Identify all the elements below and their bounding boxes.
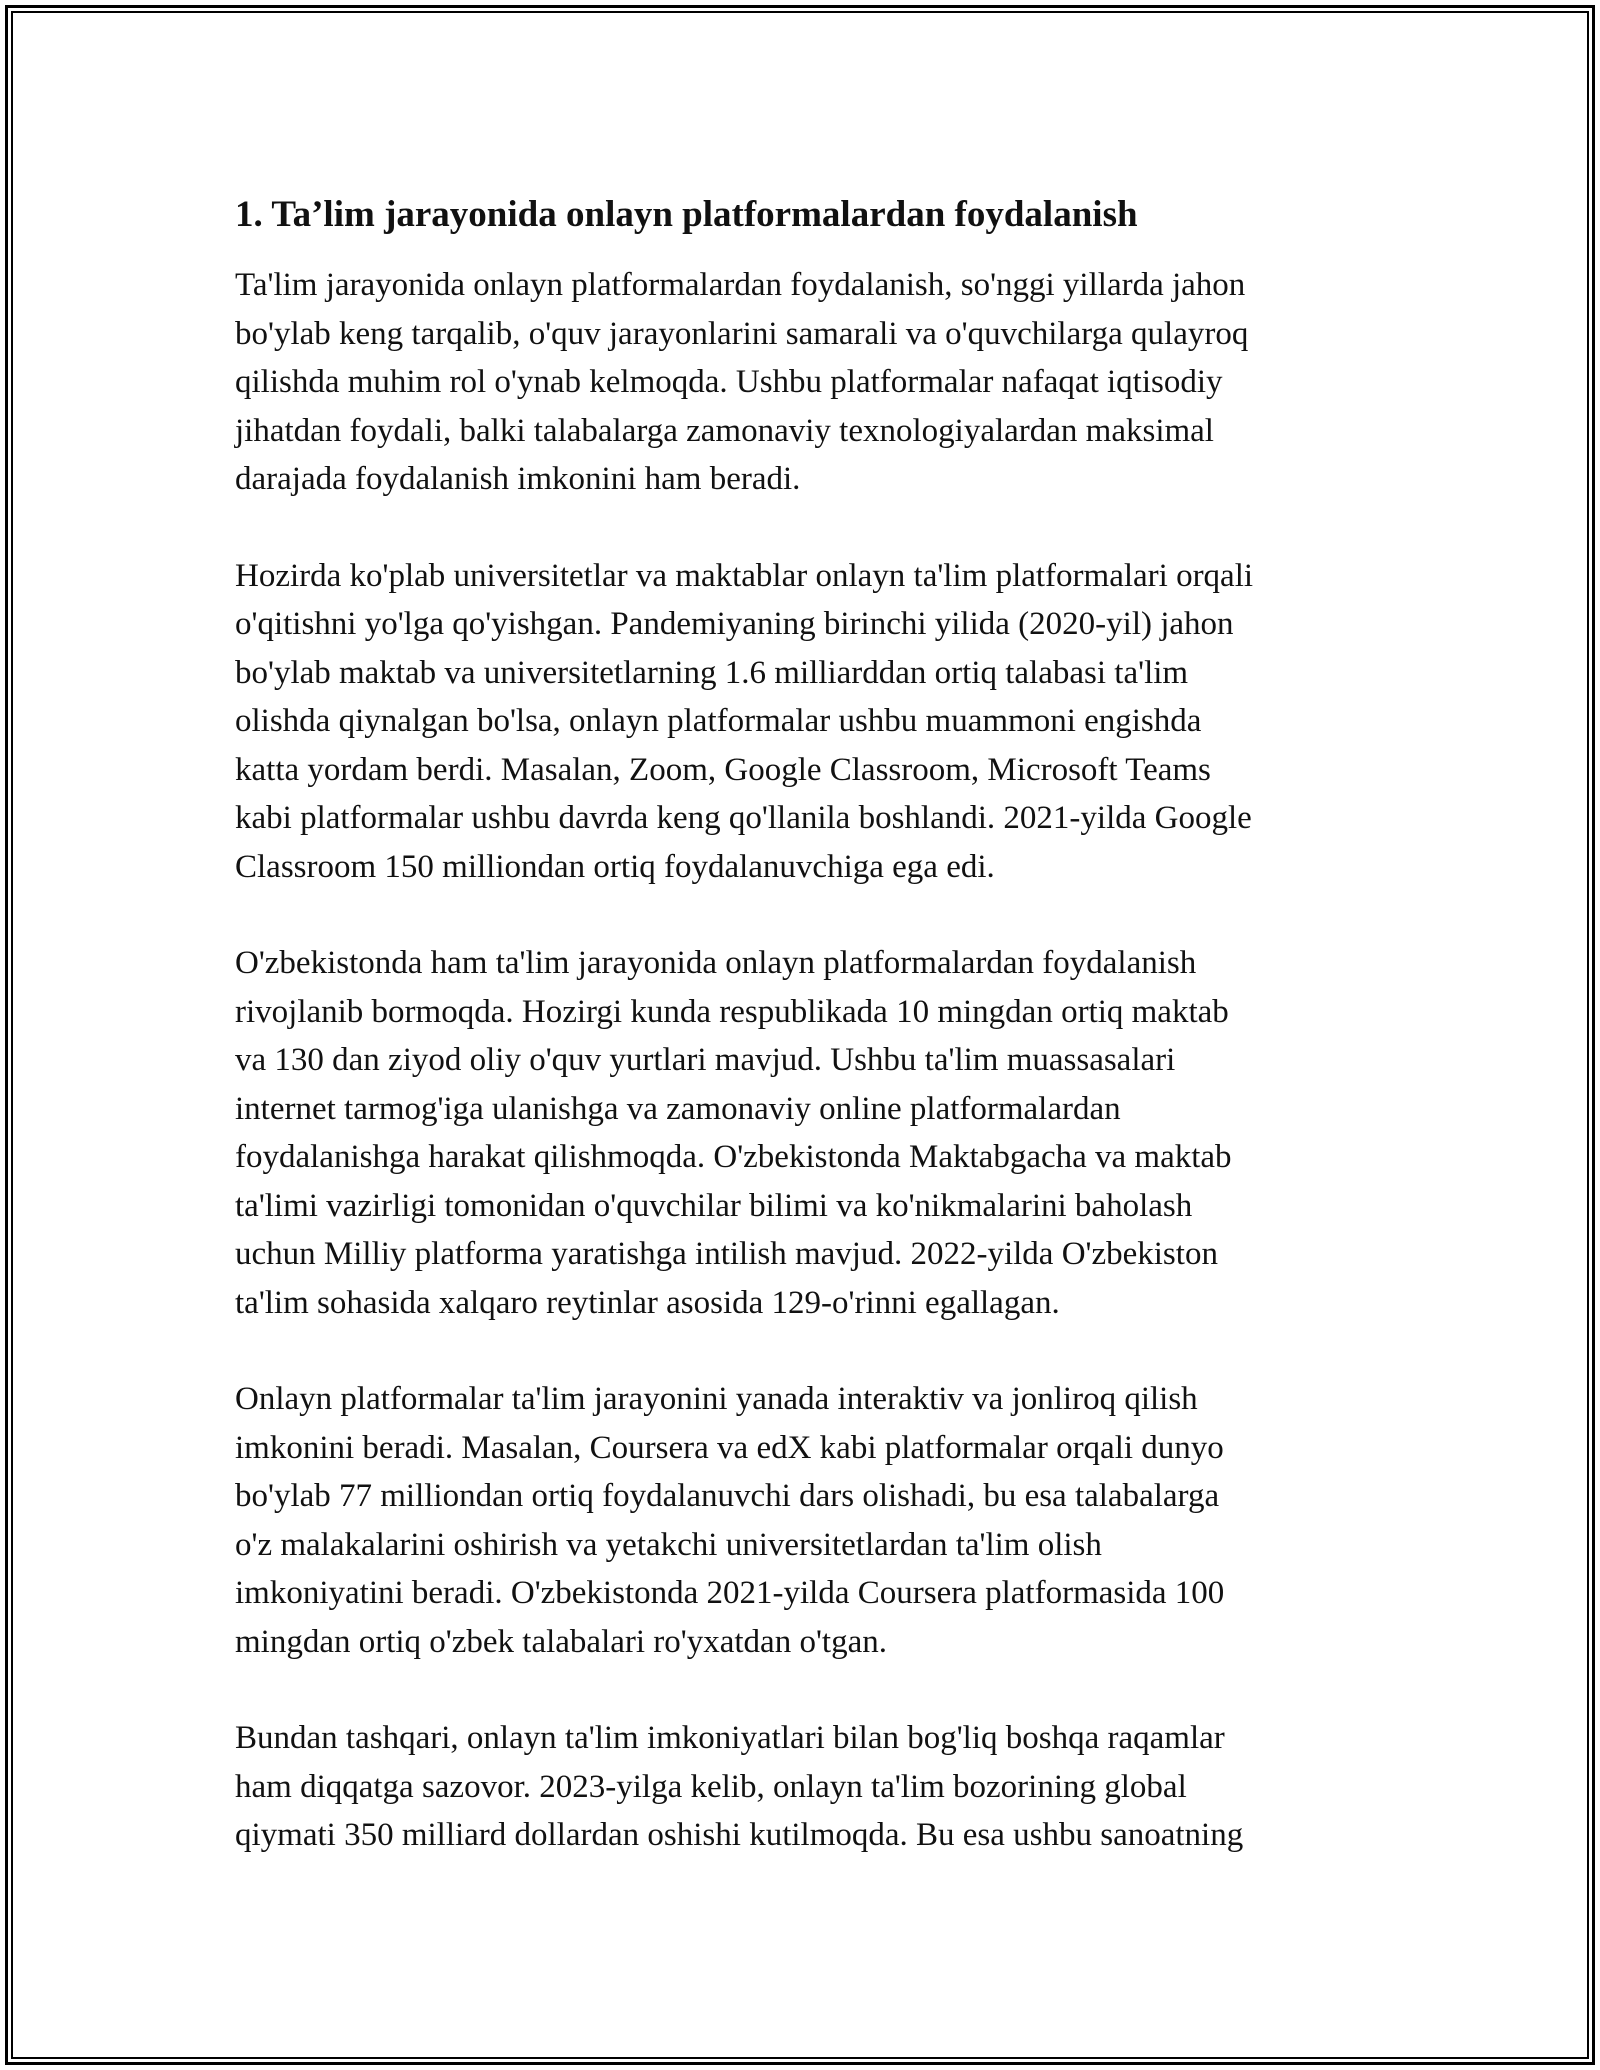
paragraph-3: O'zbekistonda ham ta'lim jarayonida onlayn platformalardan foydalanish rivojlanib bormoqda. Hozirgi kunda respublikada 10 mingdan ortiq maktab va 130 dan ziyod oliy o'quv yurtlari mavjud. Ushbu ta'lim muassasalari internet tarmog'iga ulanishga va zamonaviy online platformalardan foydalanishga harakat qilishmoqda. O'zbekistonda Maktabgacha va maktab ta'limi vazirligi tomonidan o'quvchilar bilimi va ko'nikmalarini baholash uchun Milliy platforma yaratishga intilish mavjud. 2022-yilda O'zbekiston ta'lim sohasida xalqaro reytinlar asosida 129-o'rinni egallagan.	[235, 945, 1232, 1321]
document-body	[235, 187, 1385, 1860]
paragraph-2: Hozirda ko'plab universitetlar va maktablar onlayn ta'lim platformalari orqali o'qitishni yo'lga qo'yishgan. Pandemiyaning birinchi yilida (2020-yil) jahon bo'ylab maktab va universitetlarning 1.6 milliarddan ortiq talabasi ta'lim olishda qiynalgan bo'lsa, onlayn platformalar ushbu muammoni engishda katta yordam berdi. Masalan, Zoom, Google Classroom, Microsoft Teams kabi platformalar ushbu davrda keng qo'llanila boshlandi. 2021-yilda Google Classroom 150 milliondan ortiq foydalanuvchiga ega edi.	[235, 557, 1254, 885]
paragraph-4: Onlayn platformalar ta'lim jarayonini yanada interaktiv va jonliroq qilish imkonini beradi. Masalan, Coursera va edX kabi platformalar orqali dunyo bo'ylab 77 milliondan ortiq foydalanuvchi dars olishadi, bu esa talabalarga o'z malakalarini oshirish va yetakchi universitetlardan ta'lim olish imkoniyatini beradi. O'zbekistonda 2021-yilda Coursera platformasida 100 mingdan ortiq o'zbek talabalari ro'yxatdan o'tgan.	[235, 1381, 1225, 1660]
paragraph-5: Bundan tashqari, onlayn ta'lim imkoniyatlari bilan bog'liq boshqa raqamlar ham diqqatga sazovor. 2023-yilga kelib, onlayn ta'lim bozorining global qiymati 350 milliard dollardan oshishi kutilmoqda. Bu esa ushbu sanoatning	[235, 1720, 1244, 1853]
section-heading: 1. Ta’lim jarayonida onlayn platformalardan foydalanish	[235, 194, 1138, 235]
paragraph-1: Ta'lim jarayonida onlayn platformalardan foydalanish, so'nggi yillarda jahon bo'ylab keng tarqalib, o'quv jarayonlarini samarali va o'quvchilarga qulayroq qilishda muhim rol o'ynab kelmoqda. Ushbu platformalar nafaqat iqtisodiy jihatdan foydali, balki talabalarga zamonaviy texnologiyalardan maksimal darajada foydalanish imkonini ham beradi.	[235, 267, 1249, 497]
